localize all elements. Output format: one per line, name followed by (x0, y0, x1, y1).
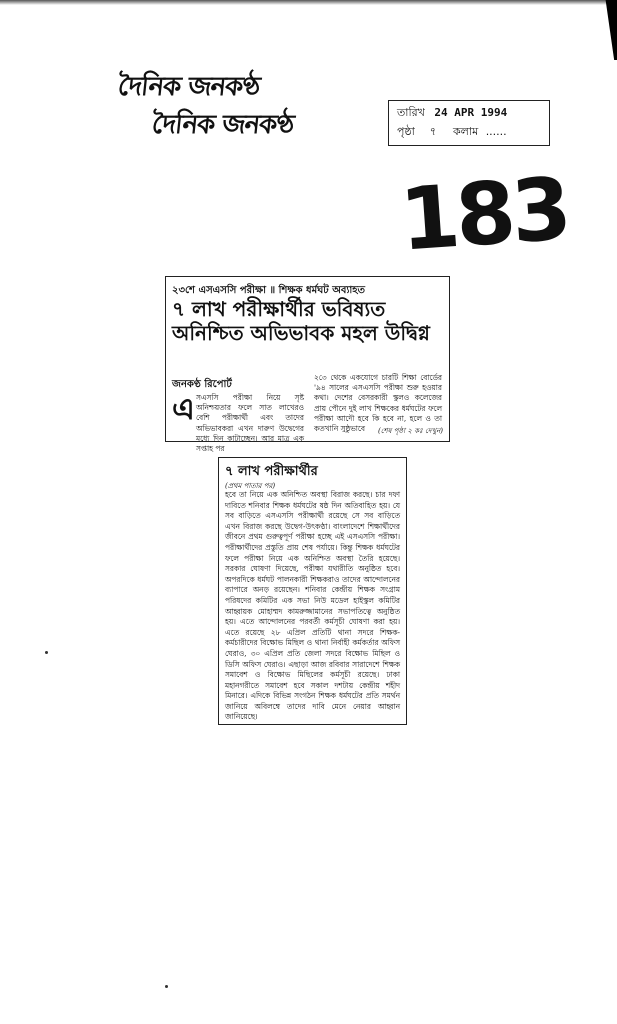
news-clipping-front (165, 276, 450, 454)
news-clipping-continuation (218, 457, 407, 725)
scan-right-edge (598, 0, 617, 60)
masthead-line-2: দৈনিক জনকণ্ঠ (150, 110, 295, 140)
clipping-column-1: সএসসি পরীক্ষা নিয়ে সৃষ্ট অনিশ্চয়তার ফলে সাত লাখেরও বেশি পরীক্ষার্থী এবং তাদের অভিভাবকরা এখন দারুণ উদ্বেগের মধ্যে দিন কাটাচ্ছেন। আর মাত্র এক সপ্তাহ পর (196, 393, 304, 454)
clipping-continued-note: (শেষ পৃষ্ঠা ২ কঃ দেখুন) (377, 427, 443, 435)
clipping-byline: জনকণ্ঠ রিপোর্ট (172, 379, 232, 390)
clipping-column-2: ২৩ে থেকে একযোগে চারটি শিক্ষা বোর্ডের '৯৪ সালের এসএসসি পরীক্ষা শুরু হওয়ার কথা। দেশের বেসরকারী স্কুলও কলেজের প্রায় পৌনে দুই লাখ শিক্ষকের ধর্মঘটের ফলে পরীক্ষা আদৌ হবে কি হবে না, হলে ও তা কতখানি সুষ্ঠুভাবে (314, 373, 442, 434)
handwritten-number: 183 (396, 159, 571, 271)
clipping-dropcap: এ (172, 392, 195, 427)
masthead-line-1: দৈনিক জনকণ্ঠ (116, 72, 261, 102)
stamp-column-label: কলাম (452, 125, 479, 138)
scan-speck (165, 985, 168, 988)
continuation-subhead: (প্রথম পাতার পর) (225, 482, 276, 490)
clipping-headline: ৭ লাখ পরীক্ষার্থীর ভবিষ্যত অনিশ্চিত অভিভাবক মহল উদ্বিগ্ন (172, 297, 430, 345)
stamp-date-label: তারিখ (397, 106, 425, 119)
stamp-page: ৭ (428, 125, 436, 138)
stamp-page-label: পৃষ্ঠা (397, 125, 415, 138)
scan-speck (45, 651, 48, 654)
continuation-body: হবে তা নিয়ে এক অনিশ্চিত অবস্থা বিরাজ করছে। চার দফা দাবিতে শনিবার শিক্ষক ধর্মঘটের ষষ্ঠ দিন অতিবাহিত হয়। যে সব বাড়িতে এসএসসি পরীক্ষার্থী রয়েছে সে সব বাড়িতে এখন বিরাজ করছে উদ্বেগ-উৎকণ্ঠা। বাংলাদেশে শিক্ষার্থীদের জীবনে প্রথম গুরুত্বপূর্ণ পরীক্ষা হচ্ছে এই এসএসসি পরীক্ষা। পরীক্ষার্থীদের প্রস্তুতি প্রায় শেষ পর্যায়ে। কিন্তু শিক্ষক ধর্মঘটের ফলে পরীক্ষা নিয়ে এক অনিশ্চিত অবস্থা তৈরি হয়েছে। সরকার ঘোষণা দিয়েছে, পরীক্ষা যথারীতি অনুষ্ঠিত হবে। অপরদিকে ধর্মঘট পালনকারী শিক্ষকরাও তাদের আন্দোলনের ব্যাপারে অনড় রয়েছেন। শনিবার কেন্দ্রীয় শিক্ষক সংগ্রাম পরিষদের কমিটির এক সভা নিউ মডেল হাইস্কুল কমিটির আহ্বায়ক মোহাম্মদ কামরুজ্জামানের সভাপতিত্বে অনুষ্ঠিত হয়। এতে আন্দোলনের পরবর্তী কর্মসূচী ঘোষণা করা হয়। এতে রয়েছে ২৮ এপ্রিল প্রতিটি থানা সদরে শিক্ষক-কর্মচারীদের বিক্ষোভ মিছিল ও থানা নির্বাহী কর্মকর্তার অফিস ঘেরাও, ৩০ এপ্রিল প্রতি জেলা সদরে বিক্ষোভ মিছিল ও ডিসি অফিস ঘেরাও। এছাড়া আজ রবিবার সারাদেশে শিক্ষক সমাবেশ ও বিক্ষোভ মিছিলের কর্মসূচী রয়েছে। ঢাকা মহানগরীতে সমাবেশ হবে সকাল দশটায় কেন্দ্রীয় শহীদ মিনারে। এদিকে বিভিন্ন সংগঠন শিক্ষক ধর্মঘটের প্রতি সমর্থন জানিয়ে অবিলম্বে তাদের দাবি মেনে নেয়ার আহ্বান জানিয়েছে। (225, 490, 400, 722)
continuation-headline: ৭ লাখ পরীক্ষার্থীর (225, 464, 318, 479)
stamp-date: 24 APR 1994 (434, 106, 508, 119)
clipping-kicker: ২৩শে এসএসসি পরীক্ষা ॥ শিক্ষক ধর্মঘট অব্যাহত (172, 285, 366, 296)
date-stamp: তারিখ 24 APR 1994 পৃষ্ঠা ৭ কলাম ...... (388, 100, 550, 146)
scan-top-edge (0, 0, 617, 5)
